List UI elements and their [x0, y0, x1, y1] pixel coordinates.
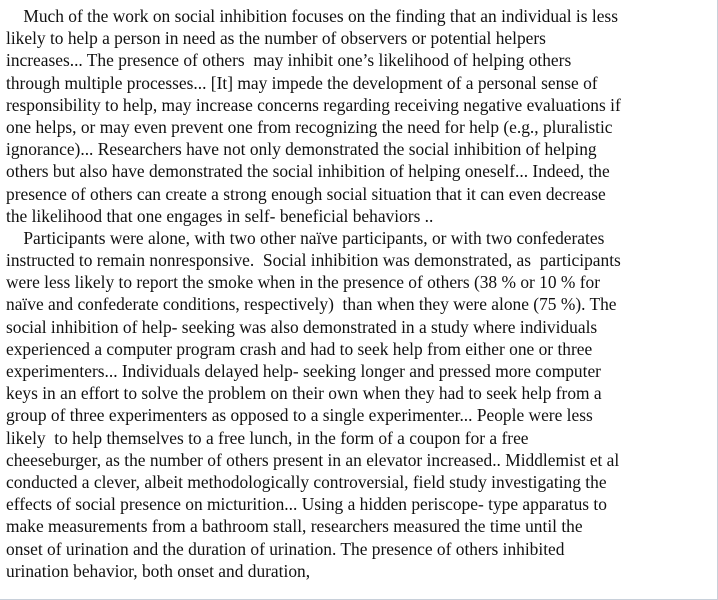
text-line: were less likely to report the smoke when in the presence of others (38 % or 10 % for — [6, 272, 600, 293]
text-line: increases... The presence of others may inhibit one’s likelihood of helping others — [6, 50, 572, 71]
text-line: naïve and confederate conditions, respectively) than when they were alone (75 %). The — [6, 294, 617, 315]
document-body — [6, 5, 714, 582]
text-line: presence of others can create a strong enough social situation that it can even decrease — [6, 183, 606, 204]
text-line: keys in an effort to solve the problem on their own when they had to seek help from a — [6, 383, 602, 404]
text-line: Much of the work on social inhibition focuses on the finding that an individual is less — [6, 6, 618, 26]
paragraph-1 — [6, 5, 714, 227]
text-line: urination behavior, both onset and duration, — [6, 560, 311, 581]
text-line: instructed to remain nonresponsive. Social inhibition was demonstrated, as participants — [6, 250, 621, 271]
text-line: group of three experimenters as opposed to a single experimenter... People were less — [6, 405, 593, 426]
text-line: ignorance)... Researchers have not only demonstrated the social inhibition of helping — [6, 139, 597, 160]
text-line: make measurements from a bathroom stall, researchers measured the time until the — [6, 516, 583, 537]
text-line: experimenters... Individuals delayed help- seeking longer and pressed more computer — [6, 361, 601, 381]
text-line: experienced a computer program crash and had to seek help from either one or three — [6, 338, 593, 359]
text-line: likely to help a person in need as the number of observers or potential helpers — [6, 28, 546, 49]
text-line: cheeseburger, as the number of others present in an elevator increased.. Middlemist et al — [6, 449, 620, 470]
text-line: others but also have demonstrated the social inhibition of helping oneself... Indeed, the — [6, 161, 610, 182]
text-line: onset of urination and the duration of urination. The presence of others inhibited — [6, 538, 565, 559]
text-line: the likelihood that one engages in self- beneficial behaviors .. — [6, 205, 434, 226]
text-line: responsibility to help, may increase concerns regarding receiving negative evaluations if — [6, 94, 621, 115]
text-line: effects of social presence on micturition... Using a hidden periscope- type apparatus to — [6, 494, 607, 515]
text-line: social inhibition of help- seeking was also demonstrated in a study where individuals — [6, 316, 598, 337]
paragraph-2 — [6, 227, 714, 582]
text-line: conducted a clever, albeit methodologically controversial, field study investigating the — [6, 471, 607, 492]
text-line: Participants were alone, with two other naïve participants, or with two confederates — [6, 227, 605, 248]
text-line: likely to help themselves to a free lunch, in the form of a coupon for a free — [6, 427, 529, 448]
text-line: one helps, or may even prevent one from recognizing the need for help (e.g., pluralistic — [6, 116, 613, 137]
text-line: through multiple processes... [It] may impede the development of a personal sense of — [6, 72, 598, 93]
